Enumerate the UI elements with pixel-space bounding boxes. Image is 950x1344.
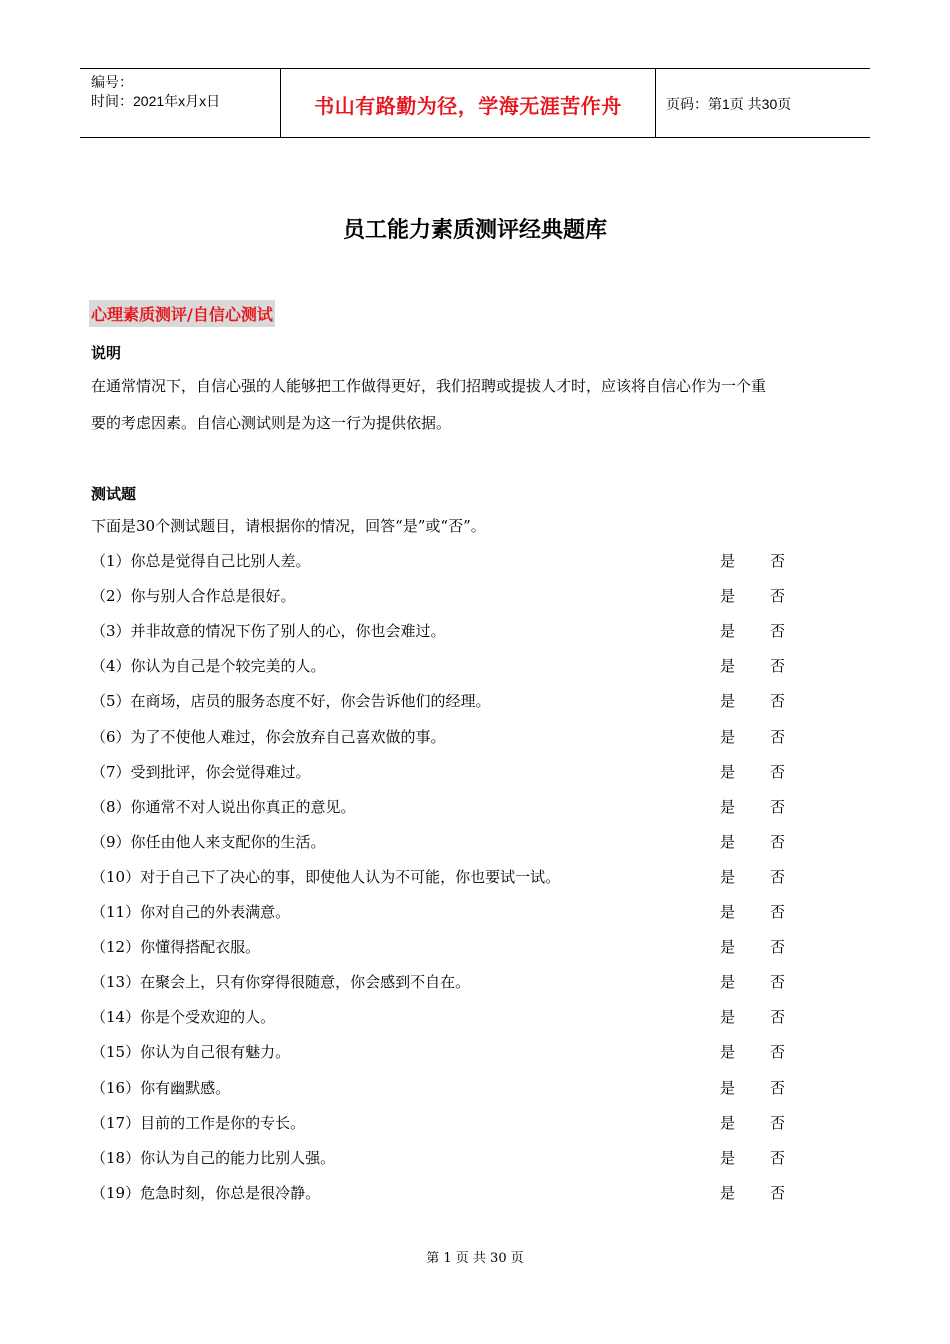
answer-yes-option[interactable]: 是 [720, 973, 736, 991]
question-text: （14）你是个受欢迎的人。 [91, 1008, 276, 1026]
answer-no-option[interactable]: 否 [770, 763, 786, 781]
answer-yes-option[interactable]: 是 [720, 657, 736, 675]
answer-no-option[interactable]: 否 [770, 1008, 786, 1026]
question-text: （11）你对自己的外表满意。 [91, 903, 291, 921]
question-text: （7）受到批评，你会觉得难过。 [91, 763, 311, 781]
answer-no-option[interactable]: 否 [770, 728, 786, 746]
answer-no-option[interactable]: 否 [770, 798, 786, 816]
answer-no-option[interactable]: 否 [770, 833, 786, 851]
question-text: （3）并非故意的情况下伤了别人的心，你也会难过。 [91, 622, 446, 640]
header-info-cell [80, 69, 280, 137]
answer-no-option[interactable]: 否 [770, 1043, 786, 1061]
page-footer: 第 1 页 共 30 页 [426, 1251, 524, 1266]
answer-no-option[interactable]: 否 [770, 622, 786, 640]
question-text: （5）在商场，店员的服务态度不好，你会告诉他们的经理。 [91, 692, 491, 710]
section-title: 心理素质测评/自信心测试 [89, 300, 275, 327]
question-text: （4）你认为自己是个较完美的人。 [91, 657, 326, 675]
answer-no-option[interactable]: 否 [770, 552, 786, 570]
answer-yes-option[interactable]: 是 [720, 1079, 736, 1097]
question-text: （13）在聚会上，只有你穿得很随意，你会感到不自在。 [91, 973, 471, 991]
answer-yes-option[interactable]: 是 [720, 622, 736, 640]
header-page-cell [656, 69, 870, 137]
question-text: （15）你认为自己很有魅力。 [91, 1043, 291, 1061]
number-label: 编号： [91, 74, 133, 90]
intro-line-2: 要的考虑因素。自信心测试则是为这一行为提供依据。 [91, 414, 452, 432]
answer-yes-option[interactable]: 是 [720, 1184, 736, 1202]
question-text: （16）你有幽默感。 [91, 1079, 231, 1097]
answer-no-option[interactable]: 否 [770, 692, 786, 710]
question-text: （19）危急时刻，你总是很冷静。 [91, 1184, 321, 1202]
question-text: （6）为了不使他人难过，你会放弃自己喜欢做的事。 [91, 728, 446, 746]
time-label: 时间：2021年x月x日 [91, 93, 221, 109]
question-text: （8）你通常不对人说出你真正的意见。 [91, 798, 356, 816]
answer-yes-option[interactable]: 是 [720, 1114, 736, 1132]
page-header [80, 68, 870, 138]
answer-yes-option[interactable]: 是 [720, 868, 736, 886]
answer-no-option[interactable]: 否 [770, 1184, 786, 1202]
header-motto-cell [280, 69, 656, 137]
intro-line-1: 在通常情况下，自信心强的人能够把工作做得更好，我们招聘或提拔人才时，应该将自信心作为一个重 [91, 377, 767, 395]
answer-no-option[interactable]: 否 [770, 973, 786, 991]
question-text: （10）对于自己下了决心的事，即使他人认为不可能，你也要试一试。 [91, 868, 561, 886]
answer-yes-option[interactable]: 是 [720, 1008, 736, 1026]
test-instruction: 下面是30个测试题目，请根据你的情况，回答“是”或“否”。 [91, 517, 486, 535]
answer-no-option[interactable]: 否 [770, 903, 786, 921]
answer-yes-option[interactable]: 是 [720, 728, 736, 746]
answer-yes-option[interactable]: 是 [720, 1043, 736, 1061]
answer-no-option[interactable]: 否 [770, 868, 786, 886]
answer-yes-option[interactable]: 是 [720, 552, 736, 570]
answer-no-option[interactable]: 否 [770, 1149, 786, 1167]
answer-no-option[interactable]: 否 [770, 587, 786, 605]
test-heading: 测试题 [91, 485, 137, 503]
intro-heading: 说明 [91, 344, 122, 362]
answer-yes-option[interactable]: 是 [720, 833, 736, 851]
document-title: 员工能力素质测评经典题库 [342, 218, 607, 243]
answer-no-option[interactable]: 否 [770, 657, 786, 675]
answer-no-option[interactable]: 否 [770, 938, 786, 956]
question-text: （2）你与别人合作总是很好。 [91, 587, 296, 605]
answer-yes-option[interactable]: 是 [720, 1149, 736, 1167]
question-text: （17）目前的工作是你的专长。 [91, 1114, 306, 1132]
answer-yes-option[interactable]: 是 [720, 587, 736, 605]
answer-yes-option[interactable]: 是 [720, 903, 736, 921]
question-text: （18）你认为自己的能力比别人强。 [91, 1149, 336, 1167]
question-text: （12）你懂得搭配衣服。 [91, 938, 261, 956]
answer-yes-option[interactable]: 是 [720, 798, 736, 816]
answer-yes-option[interactable]: 是 [720, 692, 736, 710]
answer-no-option[interactable]: 否 [770, 1079, 786, 1097]
page-info: 页码：第1页 共30页 [666, 96, 792, 112]
question-text: （1）你总是觉得自己比别人差。 [91, 552, 311, 570]
answer-no-option[interactable]: 否 [770, 1114, 786, 1132]
motto: 书山有路勤为径，学海无涯苦作舟 [314, 94, 622, 118]
answer-yes-option[interactable]: 是 [720, 938, 736, 956]
question-text: （9）你任由他人来支配你的生活。 [91, 833, 326, 851]
answer-yes-option[interactable]: 是 [720, 763, 736, 781]
